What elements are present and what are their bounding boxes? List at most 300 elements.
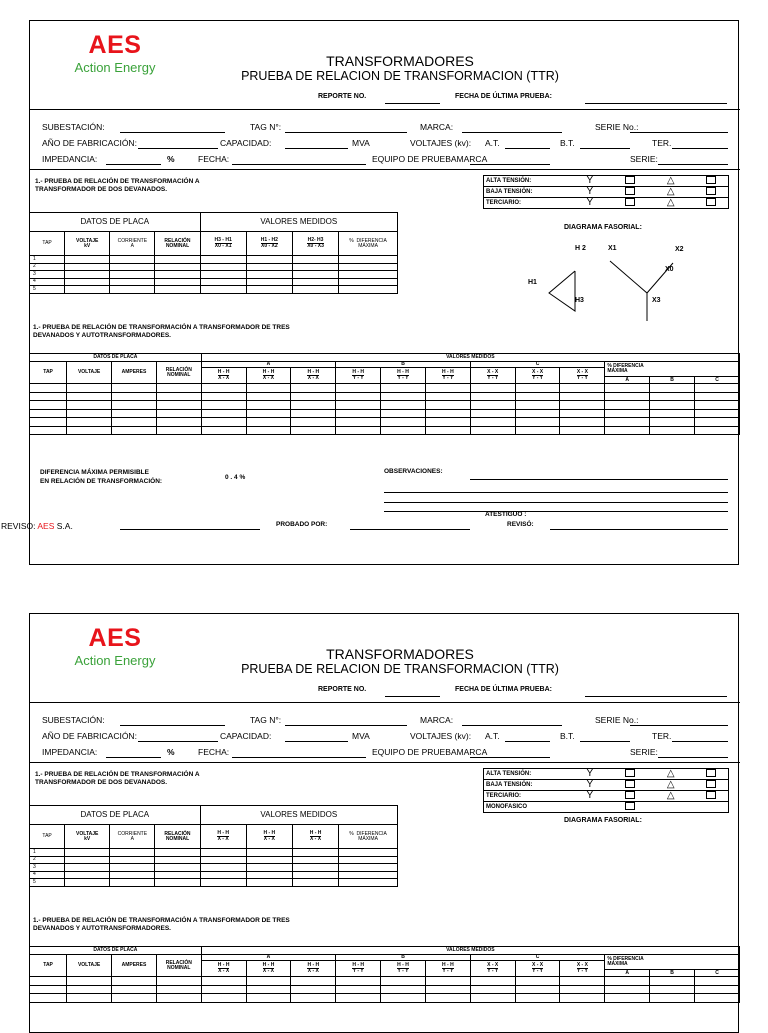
impedance-field[interactable] [106,164,161,165]
reviewed-by [1,521,73,531]
ter-field[interactable] [672,741,728,742]
year-label: AÑO DE FABRICACIÓN: [42,138,137,148]
data-cell[interactable] [246,871,292,879]
data-cell[interactable] [246,401,291,410]
measured-header: VALORES MEDIDOS [200,806,397,825]
observations-line-1[interactable] [470,479,728,480]
data-cell[interactable] [650,401,695,410]
tested-by-field[interactable] [350,529,470,530]
data-cell[interactable] [200,286,246,294]
at-field[interactable] [505,741,550,742]
checkbox[interactable] [694,198,729,209]
tension-table [483,768,729,813]
data-cell[interactable] [200,856,246,864]
data-cell[interactable] [339,849,398,857]
bt-field[interactable] [580,741,630,742]
tap-header: TAP [30,232,65,256]
year-label: AÑO DE FABRICACIÓN: [42,731,137,741]
data-cell[interactable] [65,256,110,264]
data-cell[interactable] [30,418,67,427]
data-cell[interactable] [381,418,426,427]
tag-field[interactable] [285,725,407,726]
data-cell[interactable] [425,384,470,393]
data-cell[interactable] [155,864,200,872]
serial-label: SERIE No.: [595,122,639,132]
data-cell[interactable] [470,977,515,986]
data-cell[interactable] [246,849,292,857]
data-cell[interactable] [515,384,560,393]
data-cell[interactable] [515,977,560,986]
test-equipment-label: EQUIPO DE PRUEBAMARCA [372,747,488,757]
data-cell[interactable] [336,418,381,427]
data-cell[interactable] [201,392,246,401]
data-cell[interactable] [30,994,67,1003]
data-cell[interactable] [336,392,381,401]
tested-by-label: PROBADO POR: [276,521,328,528]
data-cell[interactable] [246,879,292,887]
substation-field[interactable] [120,725,225,726]
data-cell[interactable] [336,985,381,994]
data-cell[interactable] [246,384,291,393]
data-cell[interactable] [470,384,515,393]
data-cell[interactable] [292,263,338,271]
data-cell[interactable] [112,977,157,986]
tap-cell: 4 [30,871,65,879]
data-cell[interactable] [156,401,201,410]
data-cell[interactable] [381,409,426,418]
data-cell[interactable] [336,426,381,435]
data-cell[interactable] [155,849,200,857]
impedance-field[interactable] [106,757,161,758]
data-cell[interactable] [291,977,336,986]
data-cell[interactable] [650,392,695,401]
data-cell[interactable] [292,271,338,279]
data-cell[interactable] [201,426,246,435]
year-field[interactable] [138,148,218,149]
tap-cell: 3 [30,271,65,279]
checkbox[interactable] [613,198,648,209]
data-cell[interactable] [246,864,292,872]
data-cell[interactable] [292,856,338,864]
data-cell[interactable] [560,977,605,986]
data-cell[interactable] [156,985,201,994]
data-cell[interactable] [515,401,560,410]
checkbox[interactable] [613,791,648,802]
data-cell[interactable] [650,384,695,393]
data-cell[interactable] [246,256,292,264]
winding-ratio-header: $\frac{H - H}{X - X}$ [246,368,291,384]
data-cell[interactable] [155,879,200,887]
data-cell[interactable] [339,856,398,864]
brand-field[interactable] [462,725,562,726]
data-cell[interactable] [30,384,67,393]
data-cell[interactable] [246,994,291,1003]
data-cell[interactable] [112,392,157,401]
data-cell[interactable] [291,426,336,435]
data-cell[interactable] [425,994,470,1003]
data-cell[interactable] [339,256,398,264]
data-cell[interactable] [605,409,650,418]
data-cell[interactable] [67,985,112,994]
data-cell[interactable] [30,392,67,401]
data-cell[interactable] [695,994,740,1003]
diff-sub-header: C [695,970,740,977]
data-cell[interactable] [560,994,605,1003]
data-cell[interactable] [425,985,470,994]
data-cell[interactable] [605,977,650,986]
data-cell[interactable] [246,977,291,986]
data-cell[interactable] [515,994,560,1003]
data-cell[interactable] [201,384,246,393]
data-cell[interactable] [292,849,338,857]
data-cell[interactable] [425,409,470,418]
date-field[interactable] [232,757,366,758]
data-cell[interactable] [155,256,200,264]
data-cell[interactable] [201,977,246,986]
data-cell[interactable] [560,384,605,393]
data-cell[interactable] [291,994,336,1003]
data-cell[interactable] [201,994,246,1003]
data-cell[interactable] [246,286,292,294]
data-cell[interactable] [201,401,246,410]
data-cell[interactable] [470,418,515,427]
data-cell[interactable] [560,409,605,418]
data-cell[interactable] [650,409,695,418]
brand-label: MARCA: [420,122,454,132]
data-cell[interactable] [381,426,426,435]
data-cell[interactable] [381,392,426,401]
nameplate-header: DATOS DE PLACA [30,213,200,232]
data-cell[interactable] [200,879,246,887]
data-cell[interactable] [425,426,470,435]
data-cell[interactable] [650,985,695,994]
data-cell[interactable] [425,418,470,427]
data-cell[interactable] [200,278,246,286]
voltage-header: VOLTAJE [67,955,112,977]
data-cell[interactable] [30,426,67,435]
data-cell[interactable] [605,994,650,1003]
data-cell[interactable] [67,409,112,418]
year-field[interactable] [138,741,218,742]
data-cell[interactable] [292,871,338,879]
delta-symbol: △ [648,769,694,780]
data-cell[interactable] [200,849,246,857]
data-cell[interactable] [246,271,292,279]
data-cell[interactable] [246,263,292,271]
data-cell[interactable] [605,418,650,427]
data-cell[interactable] [67,977,112,986]
data-cell[interactable] [67,392,112,401]
data-cell[interactable] [515,985,560,994]
data-cell[interactable] [246,278,292,286]
data-cell[interactable] [67,426,112,435]
data-cell[interactable] [110,286,155,294]
data-cell[interactable] [560,418,605,427]
data-cell[interactable] [339,871,398,879]
winding-ratio-header: $\frac{X - X}{Y - Y}$ [470,368,515,384]
data-cell[interactable] [246,418,291,427]
wye-symbol: Y [567,187,613,198]
data-cell[interactable] [156,418,201,427]
data-cell[interactable] [67,384,112,393]
data-cell[interactable] [560,392,605,401]
data-cell[interactable] [112,401,157,410]
delta-symbol: △ [648,187,694,198]
data-cell[interactable] [155,856,200,864]
data-cell[interactable] [339,879,398,887]
ter-label: TER. [652,138,672,148]
serie-field[interactable] [658,757,728,758]
data-cell[interactable] [381,994,426,1003]
data-cell[interactable] [650,426,695,435]
checkbox[interactable] [613,176,648,187]
data-cell[interactable] [336,384,381,393]
data-cell[interactable] [201,985,246,994]
delta-symbol [648,802,694,813]
reviewed-field-2[interactable] [550,529,728,530]
test-equipment-field[interactable] [470,164,550,165]
winding-ratio-header: $\frac{H3 - H1}{X0 - X1}$ [200,232,246,256]
data-cell[interactable] [339,278,398,286]
data-cell[interactable] [605,426,650,435]
tap-cell: 1 [30,849,65,857]
substation-field[interactable] [120,132,225,133]
data-cell[interactable] [112,994,157,1003]
data-cell[interactable] [110,879,155,887]
data-cell[interactable] [246,985,291,994]
data-cell[interactable] [695,418,740,427]
observations-label: OBSERVACIONES: [384,468,443,475]
data-cell[interactable] [695,392,740,401]
data-cell[interactable] [155,271,200,279]
data-cell[interactable] [110,271,155,279]
data-cell[interactable] [200,263,246,271]
date-field[interactable] [232,164,366,165]
data-cell[interactable] [336,409,381,418]
data-cell[interactable] [246,409,291,418]
data-cell[interactable] [695,426,740,435]
data-cell[interactable] [110,871,155,879]
data-cell[interactable] [112,384,157,393]
data-cell[interactable] [110,256,155,264]
data-cell[interactable] [695,985,740,994]
data-cell[interactable] [156,384,201,393]
data-cell[interactable] [65,271,110,279]
report-no-field[interactable] [385,696,440,697]
data-cell[interactable] [515,409,560,418]
winding-ratio-header: $\frac{H - H}{X - X}$ [292,825,338,849]
data-cell[interactable] [339,263,398,271]
data-cell[interactable] [650,418,695,427]
data-cell[interactable] [292,879,338,887]
data-cell[interactable] [155,263,200,271]
data-cell[interactable] [560,401,605,410]
data-cell[interactable] [65,871,110,879]
data-cell[interactable] [155,286,200,294]
data-cell[interactable] [246,426,291,435]
data-cell[interactable] [291,392,336,401]
data-cell[interactable] [65,278,110,286]
data-cell[interactable] [291,985,336,994]
data-cell[interactable] [695,977,740,986]
data-cell[interactable] [65,879,110,887]
data-cell[interactable] [65,856,110,864]
winding-ratio-header: $\frac{H - H}{Y - Y}$ [425,368,470,384]
data-cell[interactable] [292,256,338,264]
data-cell[interactable] [515,392,560,401]
data-cell[interactable] [470,985,515,994]
winding-ratio-header: $\frac{H - H}{X - X}$ [291,368,336,384]
data-cell[interactable] [336,977,381,986]
data-cell[interactable] [30,409,67,418]
data-cell[interactable] [292,864,338,872]
data-cell[interactable] [292,286,338,294]
data-cell[interactable] [110,263,155,271]
data-cell[interactable] [200,271,246,279]
data-cell[interactable] [155,278,200,286]
data-cell[interactable] [30,985,67,994]
brand-field[interactable] [462,132,562,133]
data-cell[interactable] [605,985,650,994]
data-cell[interactable] [336,994,381,1003]
data-cell[interactable] [67,418,112,427]
data-cell[interactable] [291,418,336,427]
data-cell[interactable] [30,977,67,986]
tag-label: TAG N°: [250,715,282,725]
data-cell[interactable] [110,864,155,872]
data-cell[interactable] [110,856,155,864]
data-cell[interactable] [291,401,336,410]
data-cell[interactable] [201,418,246,427]
data-cell[interactable] [339,271,398,279]
data-cell[interactable] [112,985,157,994]
data-cell[interactable] [470,426,515,435]
two-winding-table [30,212,398,294]
checkbox[interactable] [694,802,729,813]
serial-field[interactable] [630,725,728,726]
data-cell[interactable] [65,849,110,857]
data-cell[interactable] [201,409,246,418]
data-cell[interactable] [110,278,155,286]
data-cell[interactable] [695,401,740,410]
data-cell[interactable] [470,401,515,410]
data-cell[interactable] [695,384,740,393]
data-cell[interactable] [605,392,650,401]
data-cell[interactable] [291,384,336,393]
data-cell[interactable] [381,977,426,986]
checkbox[interactable] [694,769,729,780]
last-test-date-field[interactable] [585,696,727,697]
winding-ratio-header: $\frac{H - H}{Y - Y}$ [336,368,381,384]
data-cell[interactable] [292,278,338,286]
data-cell[interactable] [112,426,157,435]
checkbox[interactable] [613,769,648,780]
data-cell[interactable] [200,256,246,264]
bt-field[interactable] [580,148,630,149]
data-cell[interactable] [650,994,695,1003]
capacity-field[interactable] [285,741,348,742]
data-cell[interactable] [156,426,201,435]
data-cell[interactable] [110,849,155,857]
data-cell[interactable] [156,409,201,418]
checkbox[interactable] [694,187,729,198]
checkbox[interactable] [694,176,729,187]
data-cell[interactable] [156,977,201,986]
data-cell[interactable] [560,985,605,994]
data-cell[interactable] [200,864,246,872]
tag-field[interactable] [285,132,407,133]
data-cell[interactable] [515,418,560,427]
data-cell[interactable] [515,426,560,435]
checkbox[interactable] [694,780,729,791]
data-cell[interactable] [381,401,426,410]
data-cell[interactable] [425,392,470,401]
header-divider [30,109,740,110]
data-cell[interactable] [336,401,381,410]
data-cell[interactable] [605,401,650,410]
ratio-header: RELACIÓN NOMINAL [155,825,200,849]
data-cell[interactable] [339,864,398,872]
data-cell[interactable] [65,263,110,271]
data-cell[interactable] [470,409,515,418]
winding-ratio-header: $\frac{X - X}{Y - Y}$ [560,961,605,977]
checkbox[interactable] [613,187,648,198]
data-cell[interactable] [246,856,292,864]
test-equipment-field[interactable] [470,757,550,758]
data-cell[interactable] [156,994,201,1003]
max-diff-value: 0 . 4 % [225,474,246,481]
data-cell[interactable] [650,977,695,986]
data-cell[interactable] [425,401,470,410]
data-cell[interactable] [246,392,291,401]
data-cell[interactable] [65,286,110,294]
ter-field[interactable] [672,148,728,149]
last-test-date-field[interactable] [585,103,727,104]
checkbox[interactable] [613,802,648,813]
data-cell[interactable] [470,392,515,401]
reviewed-field[interactable] [120,529,260,530]
data-cell[interactable] [67,994,112,1003]
data-cell[interactable] [381,985,426,994]
data-cell[interactable] [112,418,157,427]
capacity-field[interactable] [285,148,348,149]
wye-symbol: Y [567,769,613,780]
bt-label: B.T. [560,138,575,148]
data-cell[interactable] [605,384,650,393]
data-cell[interactable] [695,409,740,418]
data-cell[interactable] [200,871,246,879]
data-cell[interactable] [155,871,200,879]
data-cell[interactable] [560,426,605,435]
report-no-field[interactable] [385,103,440,104]
checkbox[interactable] [613,780,648,791]
data-cell[interactable] [381,384,426,393]
data-cell[interactable] [65,864,110,872]
serial-field[interactable] [630,132,728,133]
data-cell[interactable] [470,994,515,1003]
data-cell[interactable] [30,401,67,410]
data-cell[interactable] [156,392,201,401]
data-cell[interactable] [112,409,157,418]
data-cell[interactable] [339,286,398,294]
substation-label: SUBESTACIÓN: [42,122,105,132]
data-cell[interactable] [425,977,470,986]
serie-field[interactable] [658,164,728,165]
data-cell[interactable] [67,401,112,410]
checkbox[interactable] [694,791,729,802]
data-cell[interactable] [291,409,336,418]
at-field[interactable] [505,148,550,149]
